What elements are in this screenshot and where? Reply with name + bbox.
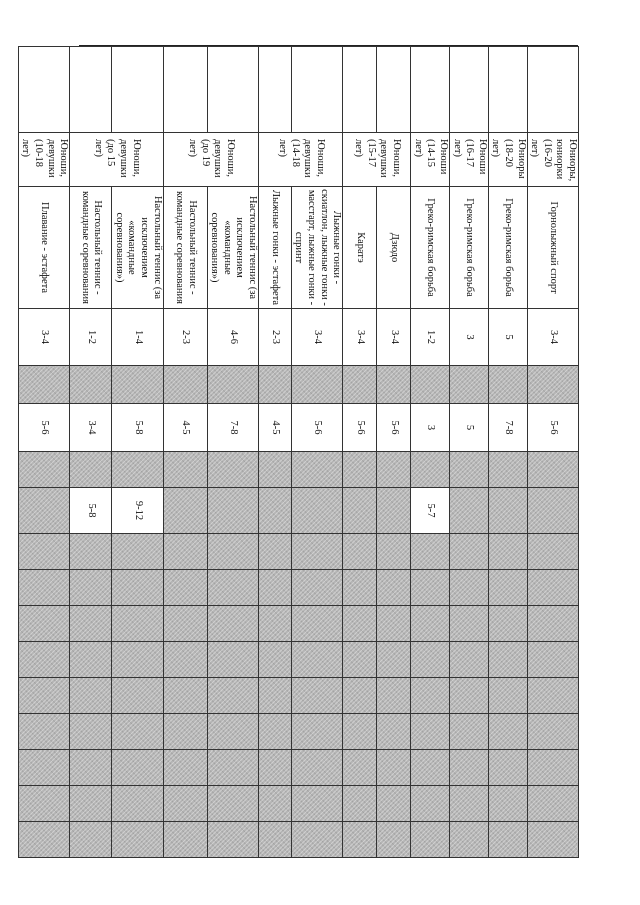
place-range-cell bbox=[18, 488, 69, 534]
age-group-cell: Юноши, девушки (до 19 лет) bbox=[163, 133, 258, 187]
shaded-cell bbox=[377, 750, 411, 786]
shaded-cell bbox=[258, 642, 291, 678]
shaded-cell bbox=[291, 642, 342, 678]
shaded-cell bbox=[207, 366, 258, 404]
shaded-cell bbox=[163, 822, 207, 858]
shaded-cell bbox=[488, 366, 527, 404]
place-range-cell: 5 bbox=[488, 309, 527, 366]
shaded-cell bbox=[343, 534, 377, 570]
shaded-cell bbox=[488, 534, 527, 570]
shaded-cell bbox=[112, 786, 163, 822]
shaded-cell bbox=[258, 452, 291, 488]
shaded-cell bbox=[527, 366, 578, 404]
shaded-cell bbox=[527, 822, 578, 858]
shaded-cell bbox=[112, 570, 163, 606]
place-range-cell: 9-12 bbox=[112, 488, 163, 534]
shaded-cell bbox=[291, 534, 342, 570]
shaded-cell bbox=[207, 642, 258, 678]
blank-cell bbox=[411, 47, 450, 133]
shaded-cell bbox=[258, 534, 291, 570]
shaded-cell bbox=[163, 452, 207, 488]
blank-cell bbox=[488, 47, 527, 133]
shaded-cell bbox=[488, 822, 527, 858]
shaded-cell bbox=[291, 452, 342, 488]
shaded-cell bbox=[450, 452, 489, 488]
shaded-cell bbox=[291, 366, 342, 404]
place-range-cell: 1-2 bbox=[70, 309, 112, 366]
shaded-cell bbox=[258, 570, 291, 606]
shaded-cell bbox=[163, 714, 207, 750]
shaded-cell bbox=[411, 534, 450, 570]
shaded-cell bbox=[291, 714, 342, 750]
shaded-cell bbox=[70, 786, 112, 822]
place-range-cell: 5-8 bbox=[112, 404, 163, 452]
shaded-cell bbox=[207, 786, 258, 822]
shaded-cell bbox=[207, 570, 258, 606]
place-range-cell: 1-4 bbox=[112, 309, 163, 366]
shaded-cell bbox=[343, 786, 377, 822]
blank-cell bbox=[112, 47, 163, 133]
shaded-cell bbox=[163, 570, 207, 606]
shaded-cell bbox=[18, 714, 69, 750]
place-range-cell: 5 bbox=[450, 404, 489, 452]
place-range-cell bbox=[163, 488, 207, 534]
shaded-cell bbox=[70, 678, 112, 714]
shaded-cell bbox=[488, 452, 527, 488]
shaded-cell bbox=[207, 452, 258, 488]
place-range-cell bbox=[291, 488, 342, 534]
age-group-cell: Юноши, девушки (15-17 лет) bbox=[343, 133, 411, 187]
shaded-cell bbox=[411, 678, 450, 714]
shaded-cell bbox=[18, 534, 69, 570]
shaded-cell bbox=[258, 822, 291, 858]
discipline-cell: Плавание - эстафета bbox=[18, 187, 69, 309]
place-range-cell: 3 bbox=[411, 404, 450, 452]
blank-cell bbox=[207, 47, 258, 133]
place-range-cell: 5-6 bbox=[377, 404, 411, 452]
shaded-cell bbox=[163, 678, 207, 714]
shaded-cell bbox=[377, 606, 411, 642]
discipline-cell: Лыжные гонки - скиатлон, лыжные гонки - масстарт, лыжные гонки - спринт bbox=[291, 187, 342, 309]
shaded-cell bbox=[18, 570, 69, 606]
shaded-cell bbox=[70, 570, 112, 606]
shaded-cell bbox=[343, 822, 377, 858]
blank-cell bbox=[258, 47, 291, 133]
shaded-cell bbox=[411, 750, 450, 786]
shaded-cell bbox=[258, 366, 291, 404]
shaded-cell bbox=[291, 570, 342, 606]
shaded-cell bbox=[377, 786, 411, 822]
shaded-cell bbox=[343, 452, 377, 488]
shaded-cell bbox=[112, 750, 163, 786]
shaded-cell bbox=[488, 750, 527, 786]
shaded-cell bbox=[163, 750, 207, 786]
shaded-cell bbox=[18, 786, 69, 822]
shaded-cell bbox=[450, 786, 489, 822]
place-range-cell: 3-4 bbox=[18, 309, 69, 366]
place-range-cell: 4-5 bbox=[258, 404, 291, 452]
place-range-cell: 3 bbox=[450, 309, 489, 366]
shaded-cell bbox=[343, 750, 377, 786]
shaded-cell bbox=[112, 822, 163, 858]
shaded-cell bbox=[377, 714, 411, 750]
table-row bbox=[377, 47, 411, 858]
discipline-cell: Горнолыжный спорт bbox=[527, 187, 578, 309]
shaded-cell bbox=[488, 786, 527, 822]
shaded-cell bbox=[377, 678, 411, 714]
place-range-cell: 5-6 bbox=[527, 404, 578, 452]
shaded-cell bbox=[527, 452, 578, 488]
shaded-cell bbox=[527, 570, 578, 606]
blank-cell bbox=[527, 47, 578, 133]
discipline-cell: Настольный теннис - командные соревнования bbox=[163, 187, 207, 309]
shaded-cell bbox=[258, 678, 291, 714]
shaded-cell bbox=[18, 642, 69, 678]
shaded-cell bbox=[488, 642, 527, 678]
age-group-cell: Юниоры (18-20 лет) bbox=[488, 133, 527, 187]
shaded-cell bbox=[70, 714, 112, 750]
shaded-cell bbox=[527, 678, 578, 714]
shaded-cell bbox=[450, 570, 489, 606]
shaded-cell bbox=[112, 534, 163, 570]
age-group-cell: Юноши, девушки (до 15 лет) bbox=[70, 133, 163, 187]
shaded-cell bbox=[258, 786, 291, 822]
shaded-cell bbox=[411, 822, 450, 858]
shaded-cell bbox=[411, 642, 450, 678]
table-row bbox=[18, 47, 69, 858]
place-range-cell: 5-7 bbox=[411, 488, 450, 534]
shaded-cell bbox=[450, 606, 489, 642]
table-frame bbox=[20, 45, 578, 857]
shaded-cell bbox=[70, 750, 112, 786]
age-group-cell: Юниоры, юниорки (16-20 лет) bbox=[527, 133, 578, 187]
shaded-cell bbox=[450, 822, 489, 858]
shaded-cell bbox=[163, 606, 207, 642]
place-range-cell: 2-3 bbox=[258, 309, 291, 366]
shaded-cell bbox=[343, 366, 377, 404]
table-body bbox=[18, 47, 578, 858]
shaded-cell bbox=[258, 606, 291, 642]
shaded-cell bbox=[18, 452, 69, 488]
place-range-cell bbox=[488, 488, 527, 534]
shaded-cell bbox=[488, 714, 527, 750]
shaded-cell bbox=[18, 678, 69, 714]
shaded-cell bbox=[163, 642, 207, 678]
shaded-cell bbox=[411, 570, 450, 606]
shaded-cell bbox=[527, 642, 578, 678]
shaded-cell bbox=[18, 606, 69, 642]
place-range-cell: 5-6 bbox=[18, 404, 69, 452]
shaded-cell bbox=[258, 750, 291, 786]
discipline-cell: Настольный теннис (за исключением «командные соревнования») bbox=[207, 187, 258, 309]
age-group-cell: Юноши, девушки (10-18 лет) bbox=[18, 133, 69, 187]
shaded-cell bbox=[527, 714, 578, 750]
shaded-cell bbox=[450, 642, 489, 678]
shaded-cell bbox=[450, 366, 489, 404]
place-range-cell: 1-2 bbox=[411, 309, 450, 366]
shaded-cell bbox=[70, 606, 112, 642]
shaded-cell bbox=[207, 714, 258, 750]
shaded-cell bbox=[291, 678, 342, 714]
shaded-cell bbox=[258, 714, 291, 750]
results-table bbox=[18, 46, 579, 858]
shaded-cell bbox=[70, 534, 112, 570]
shaded-cell bbox=[377, 822, 411, 858]
shaded-cell bbox=[70, 822, 112, 858]
shaded-cell bbox=[207, 750, 258, 786]
discipline-cell: Настольный теннис (за исключением «командные соревнования») bbox=[112, 187, 163, 309]
place-range-cell bbox=[207, 488, 258, 534]
shaded-cell bbox=[163, 366, 207, 404]
place-range-cell: 2-3 bbox=[163, 309, 207, 366]
place-range-cell bbox=[258, 488, 291, 534]
age-group-cell: Юноши (14-15 лет) bbox=[411, 133, 450, 187]
shaded-cell bbox=[450, 678, 489, 714]
shaded-cell bbox=[527, 606, 578, 642]
shaded-cell bbox=[343, 678, 377, 714]
shaded-cell bbox=[163, 786, 207, 822]
blank-cell bbox=[70, 47, 112, 133]
shaded-cell bbox=[112, 606, 163, 642]
shaded-cell bbox=[377, 534, 411, 570]
table-row bbox=[207, 47, 258, 858]
shaded-cell bbox=[488, 606, 527, 642]
shaded-cell bbox=[377, 452, 411, 488]
shaded-cell bbox=[343, 606, 377, 642]
shaded-cell bbox=[527, 534, 578, 570]
shaded-cell bbox=[207, 822, 258, 858]
shaded-cell bbox=[207, 678, 258, 714]
place-range-cell: 3-4 bbox=[70, 404, 112, 452]
age-group-cell: Юноши, девушки (14-18 лет) bbox=[258, 133, 342, 187]
place-range-cell: 3-4 bbox=[343, 309, 377, 366]
shaded-cell bbox=[291, 750, 342, 786]
place-range-cell: 7-8 bbox=[207, 404, 258, 452]
discipline-cell: Настольный теннис - командные соревнования bbox=[70, 187, 112, 309]
table-row bbox=[291, 47, 342, 858]
shaded-cell bbox=[527, 750, 578, 786]
blank-cell bbox=[18, 47, 69, 133]
place-range-cell bbox=[377, 488, 411, 534]
discipline-cell: Каратэ bbox=[343, 187, 377, 309]
table-row bbox=[450, 47, 489, 858]
place-range-cell bbox=[527, 488, 578, 534]
shaded-cell bbox=[377, 570, 411, 606]
shaded-cell bbox=[411, 366, 450, 404]
discipline-cell: Греко-римская борьба bbox=[488, 187, 527, 309]
place-range-cell: 3-4 bbox=[291, 309, 342, 366]
shaded-cell bbox=[112, 366, 163, 404]
place-range-cell: 7-8 bbox=[488, 404, 527, 452]
shaded-cell bbox=[112, 452, 163, 488]
blank-cell bbox=[377, 47, 411, 133]
shaded-cell bbox=[18, 750, 69, 786]
shaded-cell bbox=[291, 786, 342, 822]
shaded-cell bbox=[291, 822, 342, 858]
table-row bbox=[488, 47, 527, 858]
rotated-table-container bbox=[20, 46, 579, 858]
shaded-cell bbox=[343, 570, 377, 606]
shaded-cell bbox=[377, 366, 411, 404]
place-range-cell: 3-4 bbox=[377, 309, 411, 366]
discipline-cell: Греко-римская борьба bbox=[450, 187, 489, 309]
place-range-cell bbox=[450, 488, 489, 534]
table-row bbox=[527, 47, 578, 858]
shaded-cell bbox=[70, 452, 112, 488]
shaded-cell bbox=[207, 606, 258, 642]
shaded-cell bbox=[343, 642, 377, 678]
shaded-cell bbox=[450, 534, 489, 570]
blank-cell bbox=[450, 47, 489, 133]
shaded-cell bbox=[488, 570, 527, 606]
place-range-cell: 4-6 bbox=[207, 309, 258, 366]
shaded-cell bbox=[207, 534, 258, 570]
shaded-cell bbox=[291, 606, 342, 642]
place-range-cell: 4-5 bbox=[163, 404, 207, 452]
discipline-cell: Греко-римская борьба bbox=[411, 187, 450, 309]
shaded-cell bbox=[70, 642, 112, 678]
shaded-cell bbox=[112, 642, 163, 678]
shaded-cell bbox=[112, 678, 163, 714]
place-range-cell: 5-8 bbox=[70, 488, 112, 534]
place-range-cell: 5-6 bbox=[343, 404, 377, 452]
blank-cell bbox=[163, 47, 207, 133]
table-row bbox=[411, 47, 450, 858]
shaded-cell bbox=[411, 606, 450, 642]
blank-cell bbox=[291, 47, 342, 133]
table-row bbox=[112, 47, 163, 858]
shaded-cell bbox=[18, 822, 69, 858]
discipline-cell: Дзюдо bbox=[377, 187, 411, 309]
place-range-cell: 5-6 bbox=[291, 404, 342, 452]
discipline-cell: Лыжные гонки - эстафета bbox=[258, 187, 291, 309]
shaded-cell bbox=[343, 714, 377, 750]
shaded-cell bbox=[450, 714, 489, 750]
shaded-cell bbox=[411, 452, 450, 488]
place-range-cell bbox=[343, 488, 377, 534]
shaded-cell bbox=[112, 714, 163, 750]
shaded-cell bbox=[411, 786, 450, 822]
place-range-cell: 3-4 bbox=[527, 309, 578, 366]
shaded-cell bbox=[163, 534, 207, 570]
shaded-cell bbox=[527, 786, 578, 822]
shaded-cell bbox=[18, 366, 69, 404]
shaded-cell bbox=[450, 750, 489, 786]
shaded-cell bbox=[411, 714, 450, 750]
shaded-cell bbox=[488, 678, 527, 714]
age-group-cell: Юноши (16-17 лет) bbox=[450, 133, 489, 187]
blank-cell bbox=[343, 47, 377, 133]
shaded-cell bbox=[377, 642, 411, 678]
shaded-cell bbox=[70, 366, 112, 404]
